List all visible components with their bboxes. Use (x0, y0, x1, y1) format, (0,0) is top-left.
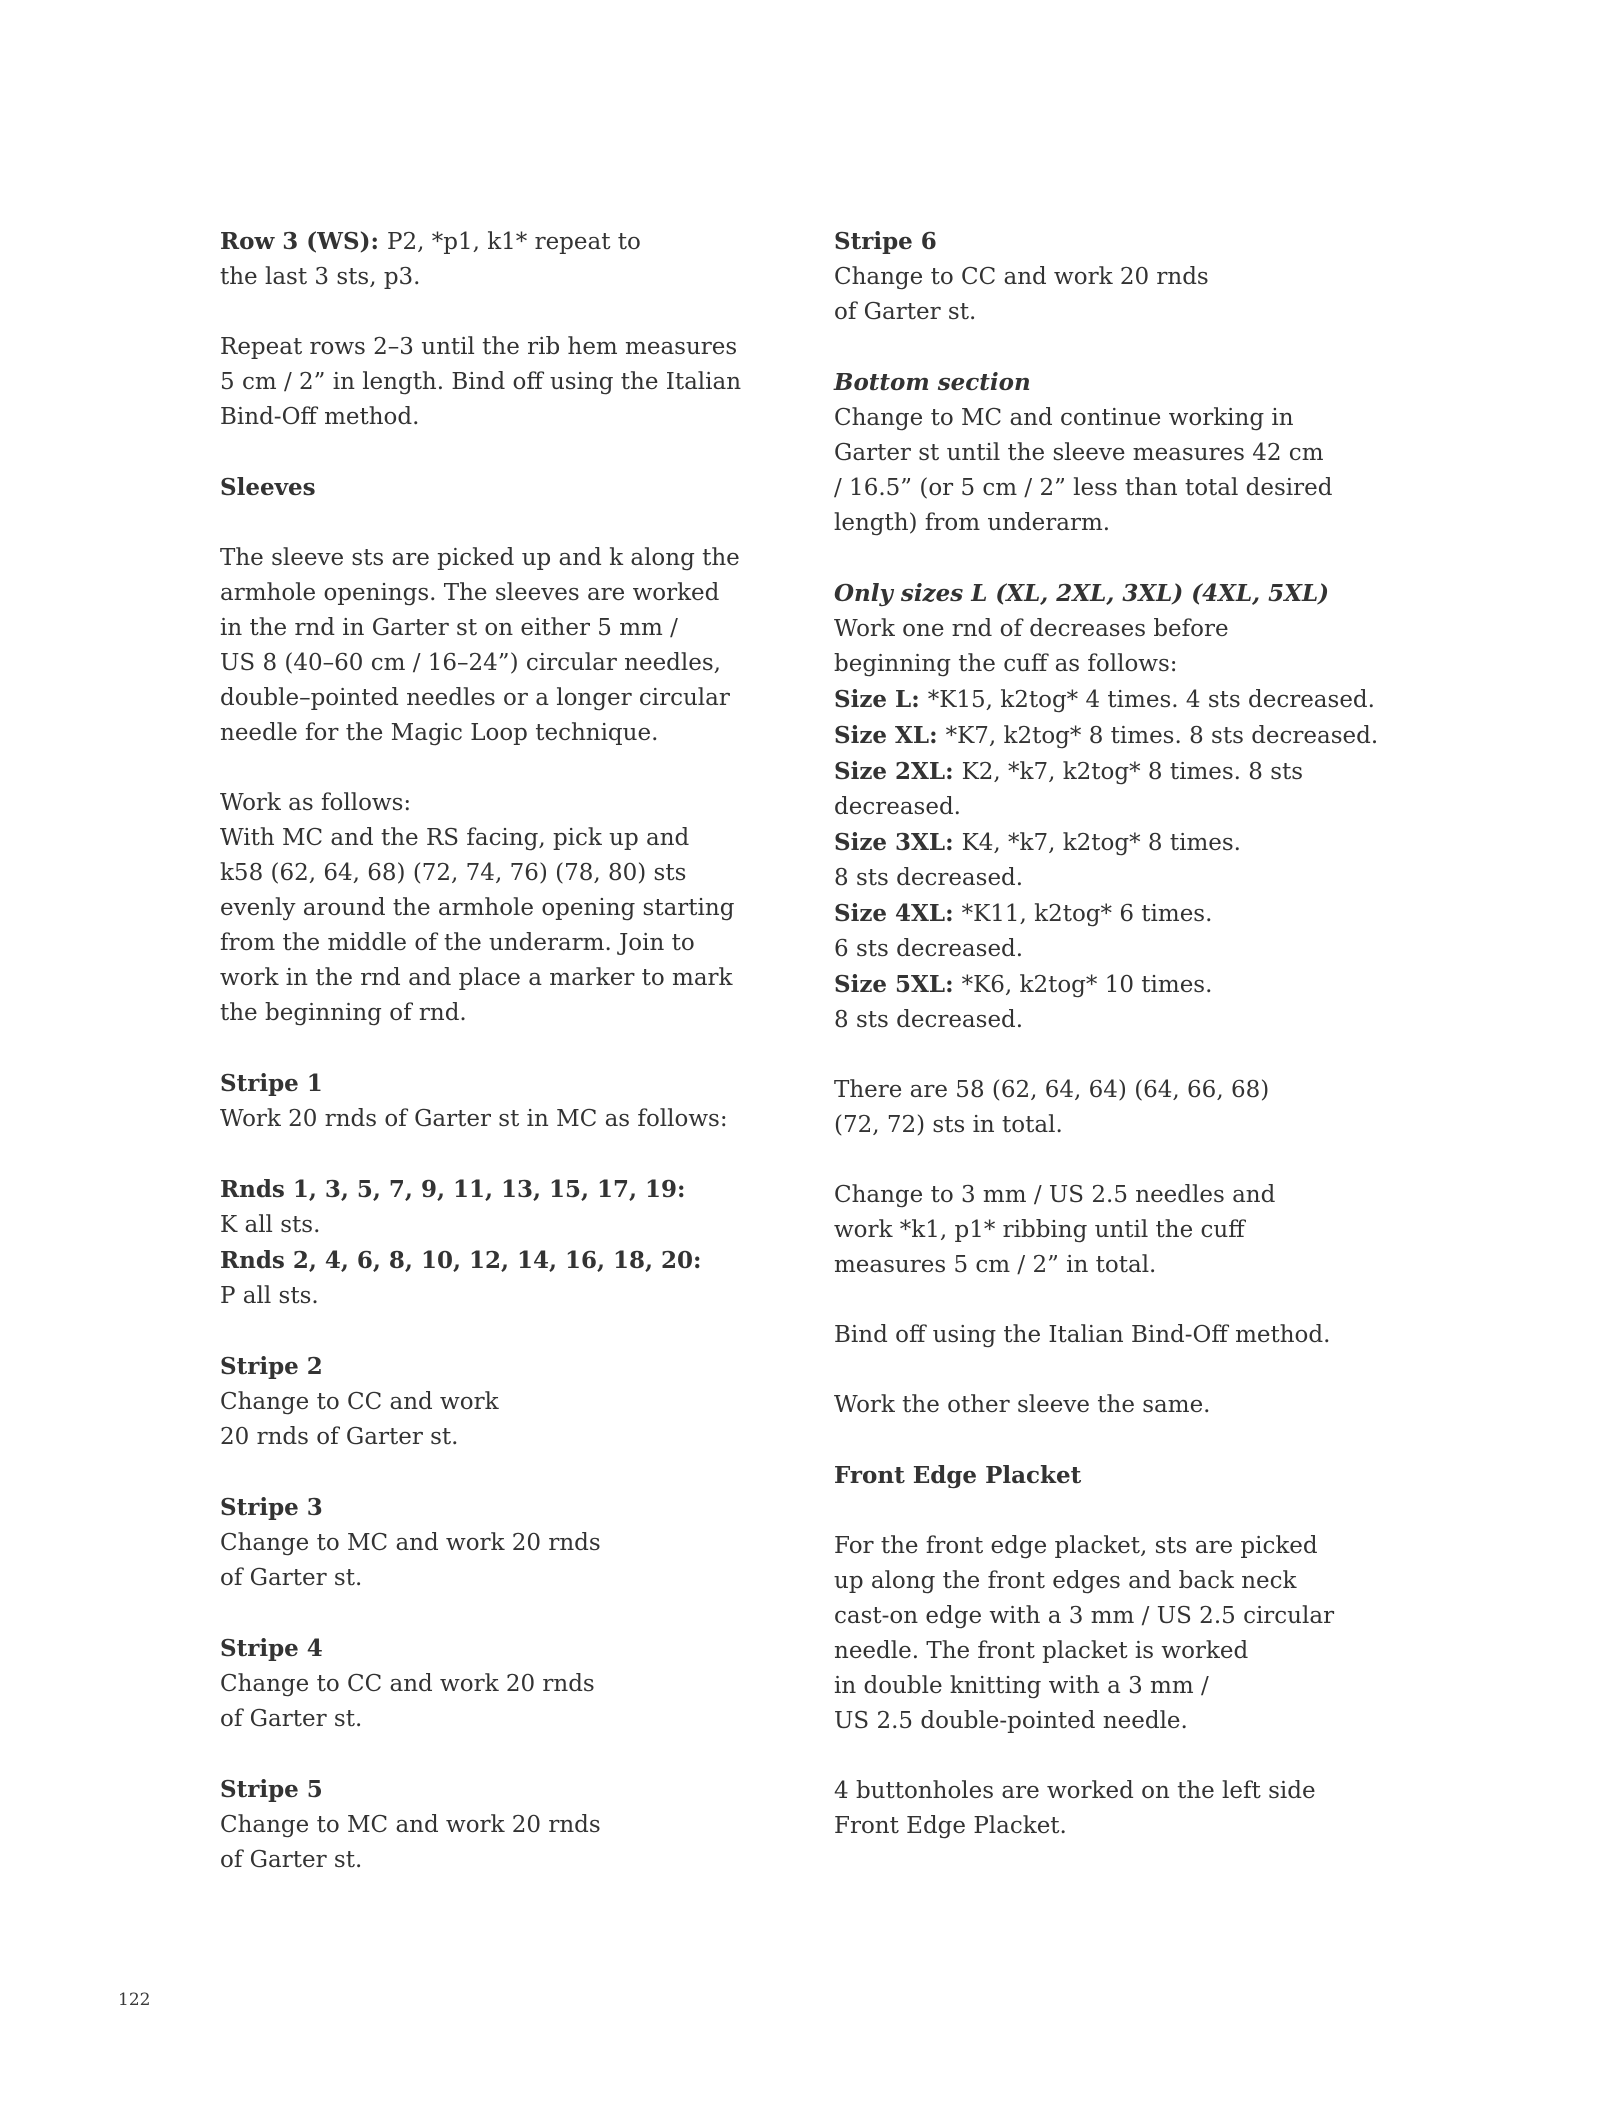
text-run: Garter st until the sleeve measures 42 cm (834, 440, 1324, 466)
text-run: from the middle of the underarm. Join to (220, 930, 695, 956)
text-run: (72, 72) sts in total. (834, 1112, 1063, 1138)
placket-instruction (834, 1529, 1454, 1739)
text-run: Rnds 2, 4, 6, 8, 10, 12, 14, 16, 18, 20: (220, 1247, 702, 1274)
stripe-4 (220, 1631, 820, 1737)
text-run: Change to MC and work 20 rnds (220, 1812, 601, 1838)
text-line (834, 682, 1454, 718)
text-run: Bind off using the Italian Bind-Off method. (834, 1322, 1331, 1348)
text-run: K4, *k7, k2tog* 8 times. (961, 830, 1241, 856)
text-line (220, 891, 820, 926)
text-run: decreased. (834, 794, 961, 820)
text-line (834, 1809, 1454, 1844)
other-sleeve (834, 1388, 1454, 1423)
total-sts (834, 1073, 1454, 1143)
text-run: Front Edge Placket. (834, 1813, 1067, 1839)
text-run: Size 5XL: (834, 971, 962, 998)
text-line (834, 1669, 1454, 1704)
text-run: of Garter st. (220, 1847, 363, 1873)
text-run: Work 20 rnds of Garter st in MC as follows: (220, 1106, 728, 1132)
text-line (220, 365, 820, 400)
text-line (220, 646, 820, 681)
front-edge-placket-heading (834, 1458, 1454, 1494)
text-line (834, 1073, 1454, 1108)
text-run: There are 58 (62, 64, 64) (64, 66, 68) (834, 1077, 1270, 1103)
text-run: *K6, k2tog* 10 times. (961, 972, 1213, 998)
size-decreases (834, 576, 1454, 1038)
text-line (834, 1564, 1454, 1599)
text-line (220, 1243, 820, 1279)
text-run: Repeat rows 2–3 until the rib hem measures (220, 334, 738, 360)
text-run: P2, *p1, k1* repeat to (386, 229, 641, 255)
text-run: Size L: (834, 686, 928, 713)
text-line (834, 295, 1454, 330)
text-run: k58 (62, 64, 68) (72, 74, 76) (78, 80) sts (220, 860, 687, 886)
text-line (220, 1420, 820, 1455)
text-line (220, 961, 820, 996)
text-line (220, 996, 820, 1031)
page-number: 122 (118, 1990, 151, 2010)
text-run: *K7, k2tog* 8 times. 8 sts decreased. (945, 723, 1379, 749)
sleeves-heading (220, 470, 820, 506)
text-run: cast-on edge with a 3 mm / US 2.5 circular (834, 1603, 1335, 1629)
text-run: Size XL: (834, 722, 946, 749)
text-line (834, 825, 1454, 861)
text-line (220, 1843, 820, 1878)
text-run: Size 3XL: (834, 829, 962, 856)
text-line (834, 1108, 1454, 1143)
text-run: Bind-Off method. (220, 404, 420, 430)
text-run: double–pointed needles or a longer circular (220, 685, 730, 711)
bottom-section (834, 365, 1454, 541)
text-line (220, 541, 820, 576)
text-line (834, 224, 1454, 260)
text-line (220, 926, 820, 961)
text-line (220, 821, 820, 856)
text-run: 8 sts decreased. (834, 865, 1024, 891)
text-run: in the rnd in Garter st on either 5 mm / (220, 615, 678, 641)
text-line (834, 1213, 1454, 1248)
text-line (220, 1526, 820, 1561)
text-run: Rnds 1, 3, 5, 7, 9, 11, 13, 15, 17, 19: (220, 1176, 686, 1203)
text-line (834, 506, 1454, 541)
text-run: Size 4XL: (834, 900, 962, 927)
text-run: needle for the Magic Loop technique. (220, 720, 659, 746)
text-run: Work one rnd of decreases before (834, 616, 1229, 642)
text-run: US 8 (40–60 cm / 16–24”) circular needles, (220, 650, 721, 676)
text-line (834, 436, 1454, 471)
text-run: *K15, k2tog* 4 times. 4 sts decreased. (927, 687, 1375, 713)
text-line (220, 716, 820, 751)
text-line (834, 1704, 1454, 1739)
text-line (220, 1102, 820, 1137)
text-run: work *k1, p1* ribbing until the cuff (834, 1217, 1245, 1243)
text-line (834, 401, 1454, 436)
left-column (220, 224, 820, 1913)
text-run: measures 5 cm / 2” in total. (834, 1252, 1157, 1278)
text-run: Change to CC and work 20 rnds (220, 1671, 595, 1697)
text-line (220, 786, 820, 821)
buttonholes (834, 1774, 1454, 1844)
text-line (834, 1318, 1454, 1353)
text-run: of Garter st. (220, 1706, 363, 1732)
text-line (834, 1774, 1454, 1809)
text-run: 20 rnds of Garter st. (220, 1424, 459, 1450)
sleeves-intro (220, 541, 820, 751)
text-line (834, 967, 1454, 1003)
text-line (220, 260, 820, 295)
text-run: Only sizes L (XL, 2XL, 3XL) (4XL, 5XL) (834, 580, 1330, 607)
text-run: Stripe 3 (220, 1494, 323, 1521)
text-line (834, 1003, 1454, 1038)
text-line (834, 932, 1454, 967)
text-run: Stripe 5 (220, 1776, 323, 1803)
text-line (220, 1208, 820, 1243)
text-run: Change to MC and continue working in (834, 405, 1294, 431)
text-run: 8 sts decreased. (834, 1007, 1024, 1033)
text-run: evenly around the armhole opening starting (220, 895, 735, 921)
text-line (220, 1385, 820, 1420)
text-run: length) from underarm. (834, 510, 1111, 536)
stripe-3 (220, 1490, 820, 1596)
text-run: K all sts. (220, 1212, 321, 1238)
text-run: 4 buttonholes are worked on the left side (834, 1778, 1316, 1804)
text-line (220, 1561, 820, 1596)
text-run: beginning the cuff as follows: (834, 651, 1178, 677)
text-run: Row 3 (WS): (220, 228, 387, 255)
text-run: For the front edge placket, sts are picked (834, 1533, 1318, 1559)
text-line (834, 790, 1454, 825)
text-line (220, 1279, 820, 1314)
text-line (220, 1172, 820, 1208)
text-run: The sleeve sts are picked up and k along the (220, 545, 740, 571)
text-run: work in the rnd and place a marker to mark (220, 965, 733, 991)
text-line (834, 896, 1454, 932)
text-run: US 2.5 double-pointed needle. (834, 1708, 1188, 1734)
text-run: the last 3 sts, p3. (220, 264, 421, 290)
text-line (834, 1529, 1454, 1564)
text-run: Change to CC and work 20 rnds (834, 264, 1209, 290)
rounds-instruction (220, 1172, 820, 1314)
text-run: in double knitting with a 3 mm / (834, 1673, 1209, 1699)
text-line (834, 754, 1454, 790)
text-line (220, 1631, 820, 1667)
text-line (220, 1667, 820, 1702)
text-line (220, 330, 820, 365)
text-run: Size 2XL: (834, 758, 962, 785)
text-line (220, 856, 820, 891)
text-line (834, 612, 1454, 647)
text-run: Stripe 6 (834, 228, 937, 255)
text-run: 6 sts decreased. (834, 936, 1024, 962)
text-run: Work the other sleeve the same. (834, 1392, 1211, 1418)
text-run: With MC and the RS facing, pick up and (220, 825, 690, 851)
text-line (834, 1599, 1454, 1634)
text-run: Stripe 2 (220, 1353, 323, 1380)
text-run: up along the front edges and back neck (834, 1568, 1297, 1594)
text-run: K2, *k7, k2tog* 8 times. 8 sts (961, 759, 1304, 785)
text-line (220, 1066, 820, 1102)
text-run: Stripe 4 (220, 1635, 323, 1662)
text-line (834, 1248, 1454, 1283)
text-run: Bottom section (834, 369, 1031, 396)
text-line (834, 718, 1454, 754)
text-line (220, 611, 820, 646)
text-run: of Garter st. (834, 299, 977, 325)
text-line (220, 224, 820, 260)
text-line (834, 1388, 1454, 1423)
right-column (834, 224, 1454, 1879)
text-line (220, 1702, 820, 1737)
text-run: Stripe 1 (220, 1070, 323, 1097)
text-run: Change to CC and work (220, 1389, 499, 1415)
text-run: / 16.5” (or 5 cm / 2” less than total desired (834, 475, 1333, 501)
stripe-2 (220, 1349, 820, 1455)
text-run: *K11, k2tog* 6 times. (961, 901, 1213, 927)
text-line (834, 471, 1454, 506)
text-run: the beginning of rnd. (220, 1000, 467, 1026)
text-line (220, 1808, 820, 1843)
text-run: Front Edge Placket (834, 1462, 1082, 1489)
text-line (834, 1178, 1454, 1213)
text-line (220, 681, 820, 716)
stripe-1 (220, 1066, 820, 1137)
text-line (834, 1634, 1454, 1669)
text-run: needle. The front placket is worked (834, 1638, 1249, 1664)
text-run: Sleeves (220, 474, 316, 501)
cuff-ribbing (834, 1178, 1454, 1283)
row-3-instruction (220, 224, 820, 295)
text-line (220, 470, 820, 506)
rib-hem-instruction (220, 330, 820, 435)
text-run: P all sts. (220, 1283, 319, 1309)
text-line (834, 861, 1454, 896)
bind-off (834, 1318, 1454, 1353)
text-line (834, 1458, 1454, 1494)
text-line (834, 365, 1454, 401)
text-run: Work as follows: (220, 790, 412, 816)
text-line (220, 400, 820, 435)
text-line (220, 1349, 820, 1385)
stripe-6 (834, 224, 1454, 330)
text-run: armhole openings. The sleeves are worked (220, 580, 720, 606)
pick-up-instruction (220, 786, 820, 1031)
text-run: of Garter st. (220, 1565, 363, 1591)
stripe-5 (220, 1772, 820, 1878)
text-run: Change to MC and work 20 rnds (220, 1530, 601, 1556)
text-line (220, 1490, 820, 1526)
text-line (834, 576, 1454, 612)
text-run: Change to 3 mm / US 2.5 needles and (834, 1182, 1276, 1208)
text-line (220, 1772, 820, 1808)
text-line (834, 260, 1454, 295)
text-line (834, 647, 1454, 682)
text-line (220, 576, 820, 611)
text-run: 5 cm / 2” in length. Bind off using the Italian (220, 369, 742, 395)
